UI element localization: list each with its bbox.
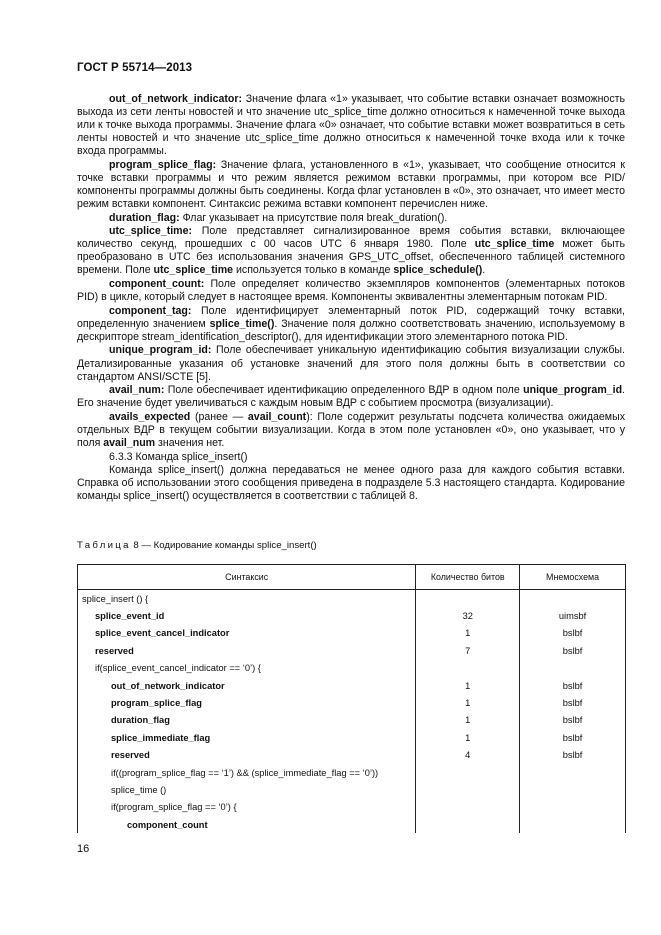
paragraph-component-count: component_count: Поле определяет количество экземпляров компонентов (элементарных потоков PID) в цикле, который следует в настоящее время. Компоненты эквивалентны элементарным потокам PID. [77,278,625,304]
bits-cell [416,660,520,677]
mnemonic-cell: bslbf [520,677,626,694]
table-row [78,729,626,746]
mnemonic-cell: bslbf [520,625,626,642]
section-heading-6-3-3: 6.3.3 Команда splice_insert() [109,450,248,463]
paragraph-out-of-network-indicator: out_of_network_indicator: Значение флага «1» указывает, что событие вставки означает возможность выхода из сети ленты новостей и что значение utc_splice_time должно относиться к намеченной точке выхода или к точке выхода программы. Значение флага «0» означает, что событие вставки может возвратиться в сеть ленты новостей и что значение utc_splice_time должно относиться к намеченной точке входа или к точке входа программы. [77,93,625,158]
paragraph-unique-program-id: unique_program_id: Поле обеспечивает уникальную идентификацию события визуализации службы. Детализированные указания об установке значений для этого поля должны быть в соответствии со стандартом ANSI/SCTE [5]. [77,344,625,383]
bits-cell [416,799,520,816]
syntax-cell: if(splice_event_cancel_indicator == ‘0’) { [78,660,416,677]
table-row [78,781,626,798]
header-bits: Количество битов [416,565,520,590]
table-row [78,712,626,729]
paragraph-avails-expected: avails_expected (ранее — avail_count): Поле содержит результаты подсчета количества ожидаемых отдельных ВДР в текущем событии визуализации. Когда в этом поле установлен «0», оно указывает, что у поля avail_num значения нет. [77,410,625,449]
table-row [78,694,626,711]
paragraph-utc-splice-time: utc_splice_time: Поле представляет сигнализированное время события вставки, включающее количество секунд, прошедших с 00 часов UTC 6 января 1980. Поле utc_splice_time может быть преобразовано в UTC без использования значения GPS_UTC_offset, обеспеченного таблицей системного времени. Поле utc_splice_time используется только в команде splice_schedule(). [77,225,625,277]
table-row [78,642,626,659]
table-row [78,607,626,624]
body-text [77,93,625,504]
syntax-cell: program_splice_flag [78,694,416,711]
mnemonic-cell [520,816,626,833]
bits-cell: 4 [416,747,520,764]
syntax-cell: duration_flag [78,712,416,729]
table-row [78,590,626,608]
syntax-cell: out_of_network_indicator [78,677,416,694]
syntax-cell: splice_immediate_flag [78,729,416,746]
bits-cell: 32 [416,607,520,624]
table-row [78,677,626,694]
table-caption: Таблица 8 — Кодирование команды splice_insert() [77,540,317,551]
paragraph-component-tag: component_tag: Поле идентифицирует элементарный поток PID, содержащий точку вставки, определенную значением splice_time(). Значение поля должно соответствовать значению, используемому в дескрипторе stream_identification_descriptor(), для идентификации этого элементарного потока PID. [77,304,625,343]
syntax-cell: splice_time () [78,781,416,798]
bits-cell: 7 [416,642,520,659]
table-row [78,799,626,816]
paragraph-duration-flag: duration_flag: Флаг указывает на присутствие поля break_duration(). [109,211,448,224]
bits-cell: 1 [416,694,520,711]
table-row [78,764,626,781]
mnemonic-cell: bslbf [520,729,626,746]
bits-cell [416,781,520,798]
mnemonic-cell [520,660,626,677]
table-row [78,660,626,677]
paragraph-program-splice-flag: program_splice_flag: Значение флага, установленного в «1», указывает, что сообщение относится к точке вставки программы и что режим является режимом вставки программы, при котором все PID/компоненты программы должны быть соединены. Когда флаг установлен в «0», это означает, что имеет место режим вставки компонент. Синтаксис режима вставки компонент перечислен ниже. [77,158,625,210]
bits-cell [416,764,520,781]
bits-cell: 1 [416,677,520,694]
syntax-cell: if((program_splice_flag == ‘1’) && (splice_immediate_flag == ‘0’)) [78,764,416,781]
mnemonic-cell: bslbf [520,747,626,764]
syntax-cell: component_count [78,816,416,833]
paragraph-splice-insert-intro: Команда splice_insert() должна передаваться не менее одного раза для каждого события вставки. Справка об использовании этого сообщения приведена в подразделе 5.3 настоящего стандарта. Кодирование команды splice_insert() осуществляется в соответствии с таблицей 8. [77,464,625,503]
mnemonic-cell [520,764,626,781]
bits-cell [416,590,520,608]
header-mnemonic: Мнемосхема [520,565,626,590]
mnemonic-cell [520,590,626,608]
syntax-cell: splice_event_id [78,607,416,624]
syntax-cell: if(program_splice_flag == ‘0’) { [78,799,416,816]
syntax-table [77,564,626,833]
mnemonic-cell: bslbf [520,712,626,729]
mnemonic-cell: uimsbf [520,607,626,624]
table-row [78,625,626,642]
mnemonic-cell: bslbf [520,694,626,711]
bits-cell: 1 [416,729,520,746]
page-number: 16 [77,843,90,855]
page-header: ГОСТ Р 55714—2013 [77,62,193,74]
table-row [78,747,626,764]
header-syntax: Синтаксис [78,565,416,590]
mnemonic-cell: bslbf [520,642,626,659]
syntax-cell: reserved [78,747,416,764]
mnemonic-cell [520,781,626,798]
table-row [78,816,626,833]
paragraph-avail-num: avail_num: Поле обеспечивает идентификацию определенного ВДР в одном поле unique_program_id. Его значение будет увеличиваться с каждым новым ВДР с событием просмотра (визуализации). [77,384,625,410]
bits-cell [416,816,520,833]
syntax-cell: splice_event_cancel_indicator [78,625,416,642]
bits-cell: 1 [416,625,520,642]
bits-cell: 1 [416,712,520,729]
syntax-cell: reserved [78,642,416,659]
table-header-row [78,565,626,590]
syntax-cell: splice_insert () { [78,590,416,608]
mnemonic-cell [520,799,626,816]
